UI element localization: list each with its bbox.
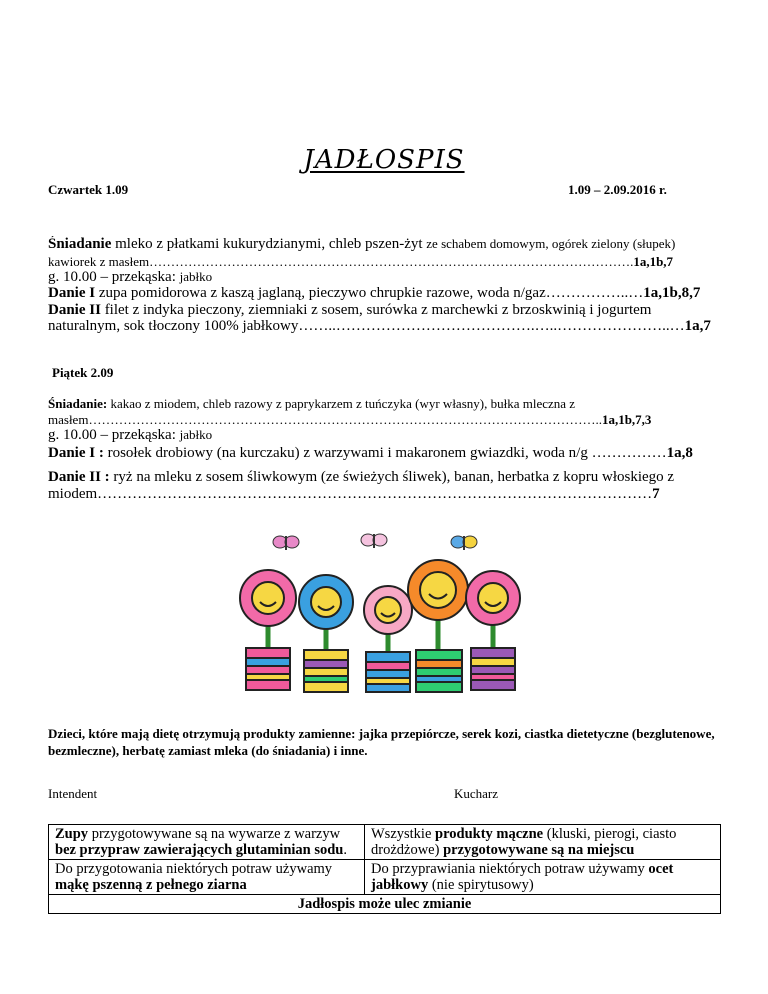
- friday-breakfast-text: kakao z miodem, chleb razowy z paprykarzem z tuńczyka (wyr własny), bułka mleczna z: [110, 396, 576, 411]
- butterfly-icon: [361, 534, 387, 548]
- thursday-dish1: Danie I zupa pomidorowa z kaszą jaglaną, pieczywo chrupkie razowe, woda n/gaz……………..…1a,1b,8,7: [48, 285, 701, 301]
- thursday-dish1-label: Danie I: [48, 285, 96, 301]
- thursday-snack-label: g. 10.00 – przekąska:: [48, 269, 176, 285]
- soups-bold-2: bez przypraw zawierających glutaminian sodu: [55, 842, 344, 858]
- friday-dish2-allergens: 7: [652, 486, 660, 502]
- vinegar-text-1: Do przyprawiania niektórych potraw używamy: [371, 861, 649, 877]
- thursday-breakfast-label: Śniadanie: [48, 236, 112, 252]
- friday-snack: [48, 427, 720, 444]
- thursday-breakfast-cont: kawiorek z masłem………………………………………………………………………………………………….1a,1b,7: [48, 254, 674, 269]
- friday-snack-label: g. 10.00 – przekąska:: [48, 427, 176, 443]
- flower-3: [364, 586, 412, 634]
- wheat-cell: [49, 860, 365, 895]
- butterfly-icon: [451, 536, 477, 550]
- butterfly-icon: [273, 536, 299, 550]
- thursday-breakfast-allergens: 1a,1b,7: [633, 254, 674, 269]
- friday-dish2: [48, 469, 720, 486]
- friday-breakfast: [48, 396, 720, 412]
- friday-breakfast-label: Śniadanie:: [48, 396, 108, 411]
- thursday-dish2-text: filet z indyka pieczony, ziemniaki z sosem, surówka z marchewki z brzoskwinią i jogurtem: [104, 302, 652, 318]
- friday-dish2-text: ryż na mleku z sosem śliwkowym (ze świeżych śliwek), banan, herbatka z kopru włoskiego z: [113, 469, 675, 485]
- thursday-snack-item: jabłko: [179, 269, 213, 284]
- thursday-day: Czwartek 1.09: [48, 182, 129, 197]
- friday-breakfast-cont-text: masłem: [48, 412, 89, 427]
- flour-bold-2: przygotowywane są na miejscu: [443, 842, 635, 858]
- friday-breakfast-cont: masłem………………………………………………………………………………………………………..1a,1b,7,3: [48, 412, 652, 427]
- thursday-dish1-text: zupa pomidorowa z kaszą jaglaną, pieczywo chrupkie razowe, woda n/gaz: [98, 285, 546, 301]
- friday-dish1-allergens: 1a,8: [666, 445, 693, 461]
- friday-day: Piątek 2.09: [52, 365, 114, 380]
- diet-note: Dzieci, które mają dietę otrzymują produkty zamienne: jajka przepiórcze, serek kozi, ciastka dietetyczne (bezglutenowe, bezmleczne), herbatę zamiast mleka (do śniadania) i inne.: [48, 726, 715, 758]
- soups-text-2: .: [343, 842, 347, 858]
- flower-5: [466, 571, 520, 625]
- friday-dish1-label: Danie I :: [48, 445, 104, 461]
- date-range: 1.09 – 2.09.2016 r.: [568, 182, 667, 197]
- friday-breakfast-allergens: 1a,1b,7,3: [601, 412, 652, 427]
- flower-1: [240, 570, 296, 626]
- friday-dish1: Danie I : rosołek drobiowy (na kurczaku) z warzywami i makaronem gwiazdki, woda n/g ……………1a,8: [48, 445, 693, 461]
- thursday-breakfast-cont-text: kawiorek z masłem: [48, 254, 150, 269]
- soups-text-1: przygotowywane są na wywarze z warzyw: [88, 826, 341, 842]
- thursday-dish2-label: Danie II: [48, 302, 101, 318]
- thursday-dish2-cont-text: naturalnym, sok tłoczony 100% jabłkowy: [48, 318, 299, 334]
- vinegar-bold-1: ocet jabłkowy: [371, 861, 674, 893]
- footer-note: Jadłospis może ulec zmianie: [49, 895, 721, 914]
- friday-snack-item: jabłko: [179, 427, 213, 442]
- thursday-breakfast-text: mleko z płatkami kukurydzianymi, chleb pszen-żyt: [115, 236, 423, 252]
- friday-dish1-text: rosołek drobiowy (na kurczaku) z warzywami i makaronem gwiazdki, woda n/g: [107, 445, 588, 461]
- flour-bold-1: produkty mączne: [435, 826, 544, 842]
- thursday-dish2: [48, 302, 720, 319]
- flour-cell: [365, 825, 721, 860]
- signature-intendent: Intendent: [48, 786, 98, 801]
- thursday-dish2-cont: naturalnym, sok tłoczony 100% jabłkowy……..………………………………….…..…………………..…1a,7: [48, 318, 711, 334]
- vinegar-cell: [365, 860, 721, 895]
- signature-kucharz: Kucharz: [454, 786, 499, 801]
- wheat-text-1: Do przygotowania niektórych potraw używamy: [55, 861, 333, 877]
- friday-dish2-cont: miodem…………………………………………………………………………………………………7: [48, 486, 660, 502]
- thursday-snack: [48, 269, 720, 286]
- flower-2: [299, 575, 353, 629]
- soups-cell: [49, 825, 365, 860]
- thursday-breakfast: [48, 236, 720, 253]
- flour-text-1: Wszystkie: [371, 826, 436, 842]
- info-table: [48, 824, 721, 914]
- friday-dish2-label: Danie II :: [48, 469, 110, 485]
- flowers-illustration: [228, 530, 558, 700]
- flower-4: [408, 560, 468, 620]
- soups-bold-1: Zupy: [55, 826, 89, 842]
- wheat-bold-1: mąkę pszenną z pełnego ziarna: [55, 877, 247, 893]
- thursday-breakfast-text-small: ze schabem domowym, ogórek zielony (słupek): [426, 236, 676, 251]
- thursday-dish1-allergens: 1a,1b,8,7: [643, 285, 701, 301]
- page-title: JADŁOSPIS: [303, 145, 465, 175]
- friday-dish2-cont-text: miodem: [48, 486, 98, 502]
- thursday-dish2-allergens: 1a,7: [684, 318, 711, 334]
- flour-text-2: (kluski, pierogi, ciasto drożdżowe): [371, 826, 677, 858]
- vinegar-text-2: (nie spirytusowy): [428, 877, 534, 893]
